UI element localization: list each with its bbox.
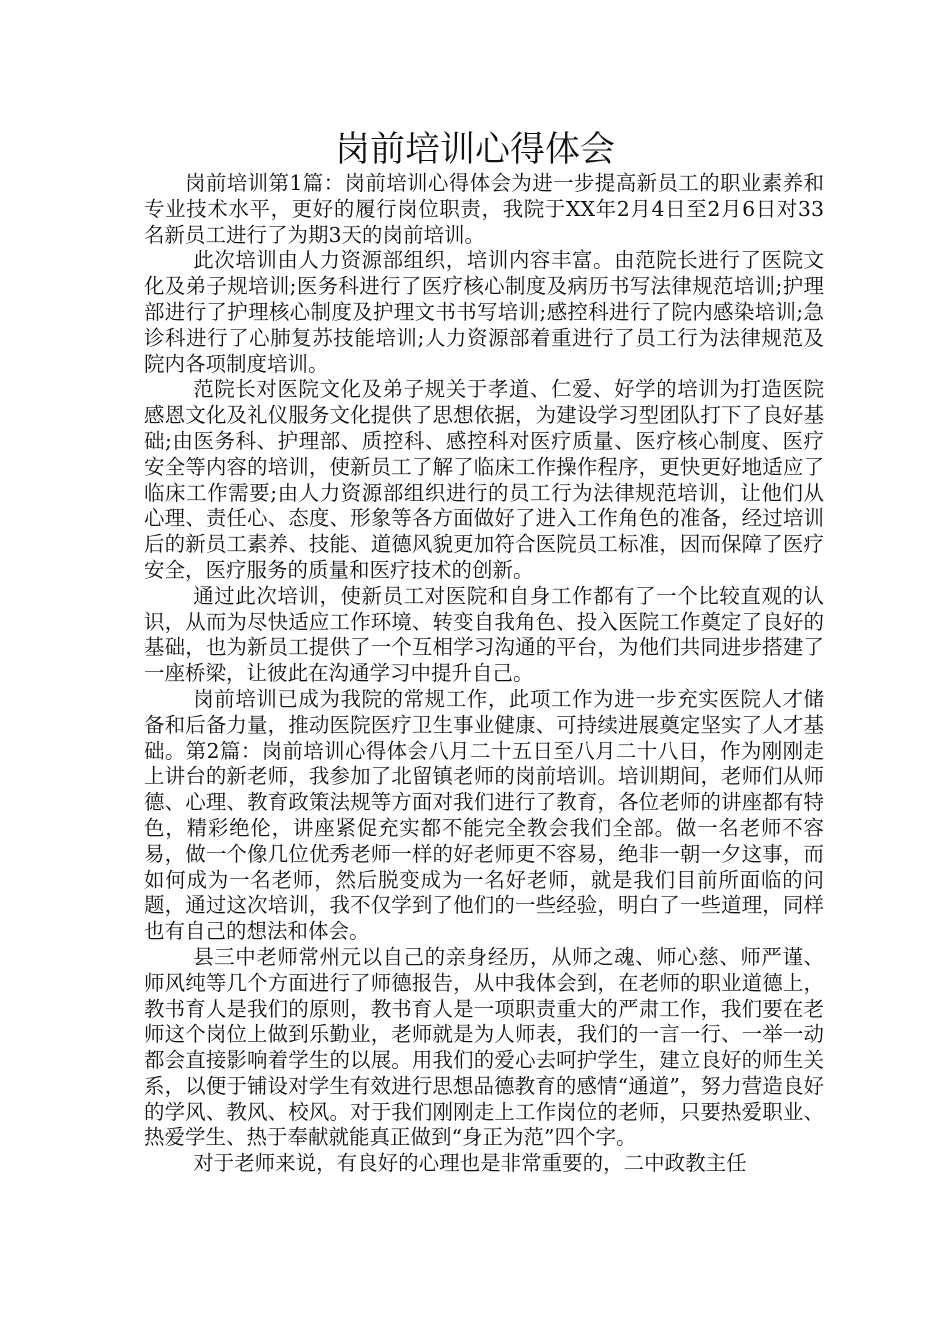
paragraph-7: 对于老师来说，有良好的心理也是非常重要的，二中政教主任 <box>193 1151 747 1176</box>
paragraph-6: 县三中老师常州元以自己的亲身经历，从师之魂、师心慈、师严谨、师风纯等几个方面进行了师德报告，从中我体会到，在老师的职业道德上，教书育人是我们的原则，教书育人是一项职责重大的严肃工作，我们要在老师这个岗位上做到乐勤业，老师就是为人师表，我们的一言一行、一举一动都会直接影响着学生的以展。用我们的爱心去呵护学生，建立良好的师生关系，以便于铺设对学生有效进行思想品德教育的感情“通道”，努力营造良好的学风、教风、校风。对于我们刚刚走上工作岗位的老师，只要热爱职业、热爱学生、热于奉献就能真正做到“身正为范”四个字。 <box>144 944 824 1150</box>
paragraph-3: 范院长对医院文化及弟子规关于孝道、仁爱、好学的培训为打造医院感恩文化及礼仪服务文化提供了思想依据，为建设学习型团队打下了良好基础;由医务科、护理部、质控科、感控科对医疗质量、医疗核心制度、医疗安全等内容的培训，使新员工了解了临床工作操作程序，更快更好地适应了临床工作需要;由人力资源部组织进行的员工行为法律规范培训，让他们从心理、责任心、态度、形象等各方面做好了进入工作角色的准备，经过培训后的新员工素养、技能、道德风貌更加符合医院员工标准，因而保障了医疗安全，医疗服务的质量和医疗技术的创新。 <box>144 377 824 582</box>
paragraph-2: 此次培训由人力资源部组织，培训内容丰富。由范院长进行了医院文化及弟子规培训;医务科进行了医疗核心制度及病历书写法律规范培训;护理部进行了护理核心制度及护理文书书写培训;感控科进行了院内感染培训;急诊科进行了心肺复苏技能培训;人力资源部着重进行了员工行为法律规范及院内各项制度培训。 <box>144 248 824 376</box>
paragraph-1: 岗前培训第1篇：岗前培训心得体会为进一步提高新员工的职业素养和专业技术水平，更好的履行岗位职责，我院于XX年2月4日至2月6日对33名新员工进行了为期3天的岗前培训。 <box>144 171 824 247</box>
paragraph-4: 通过此次培训，使新员工对医院和自身工作都有了一个比较直观的认识，从而为尽快适应工作环境、转变自我角色、投入医院工作奠定了良好的基础，也为新员工提供了一个互相学习沟通的平台，为他们共同进步搭建了一座桥梁，让彼此在沟通学习中提升自己。 <box>144 583 824 686</box>
paragraph-5: 岗前培训已成为我院的常规工作，此项工作为进一步充实医院人才储备和后备力量，推动医院医疗卫生事业健康、可持续进展奠定坚实了人才基础。第2篇：岗前培训心得体会八月二十五日至八月二十八日，作为刚刚走上讲台的新老师，我参加了北留镇老师的岗前培训。培训期间，老师们从师德、心理、教育政策法规等方面对我们进行了教育，各位老师的讲座都有特色，精彩绝伦，讲座紧促充实都不能完全教会我们全部。做一名老师不容易，做一个像几位优秀老师一样的好老师更不容易，绝非一朝一夕这事，而如何成为一名老师，然后脱变成为一名好老师，就是我们目前所面临的问题，通过这次培训，我不仅学到了他们的一些经验，明白了一些道理，同样也有自己的想法和体会。 <box>144 686 824 944</box>
document-body <box>144 171 824 1177</box>
document-title: 岗前培训心得体会 <box>334 130 615 170</box>
